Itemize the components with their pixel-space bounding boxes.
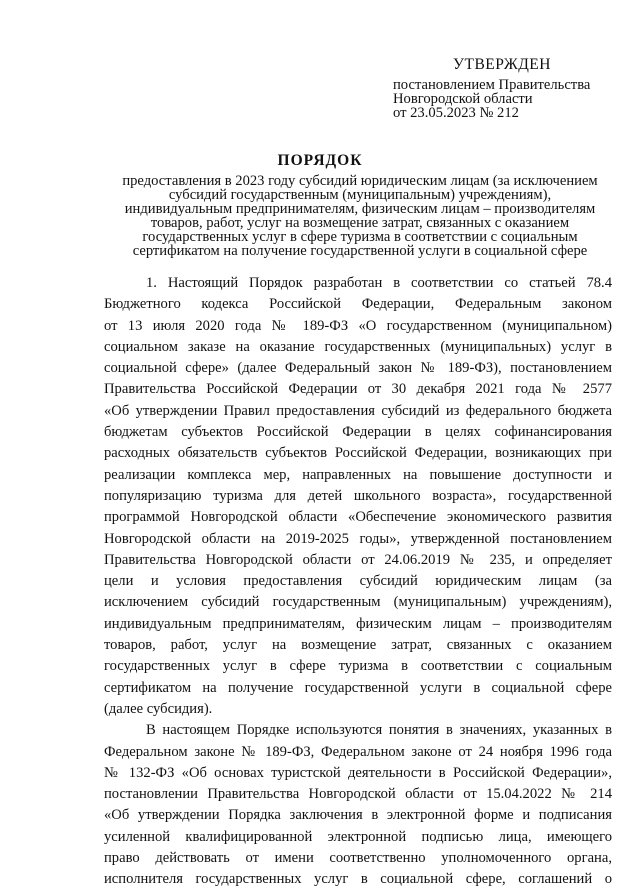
- paragraph-1: [104, 273, 612, 720]
- text-line: расходных обязательств субъектов Российской Федерации, возникающих при: [104, 445, 612, 462]
- text-line: Правительства Новгородской области от 24.06.2019 № 235, и определяет: [104, 551, 612, 568]
- subtitle-line: субсидий государственным (муниципальным) учреждениям),: [168, 186, 552, 203]
- text-line: реализации комплекса мер, направленных на повышение доступности и: [104, 466, 612, 483]
- subtitle-line: государственных услуг в сфере туризма в соответствии с социальным: [142, 228, 578, 245]
- text-line: Федеральном законе № 189-ФЗ, Федеральном законе от 24 ноября 1996 года: [104, 743, 612, 760]
- text-line: товаров, работ, услуг на возмещение затрат, связанных с оказанием: [104, 637, 612, 654]
- text-line: цели и условия предоставления субсидий юридическим лицам (за: [104, 573, 612, 590]
- subtitle-line: товаров, работ, услуг на возмещение затрат, связанных с оказанием: [150, 214, 570, 231]
- text-line: Правительства Российской Федерации от 30 декабря 2021 года № 2577: [104, 381, 612, 398]
- text-line: программой Новгородской области «Обеспечение экономического развития: [104, 509, 612, 526]
- approval-line: от 23.05.2023 № 212: [393, 105, 519, 121]
- text-line: государственных услуг в сфере туризма в соответствии с социальным: [104, 658, 612, 675]
- approval-line: Новгородской области: [393, 91, 533, 107]
- text-line: исполнителя государственных услуг в социальной сфере, соглашений о: [104, 871, 612, 888]
- subtitle-line: сертификатом на получение государственной услуги в социальной сфере: [132, 242, 588, 259]
- text-line: постановлении Правительства Новгородской области от 15.04.2022 № 214: [104, 786, 612, 803]
- approval-stamp: [393, 58, 623, 120]
- document-subtitle: [100, 175, 620, 258]
- document-title: ПОРЯДОК: [277, 152, 363, 169]
- text-line: Бюджетного кодекса Российской Федерации, Федеральным законом: [104, 296, 612, 313]
- text-line: (далее субсидия).: [104, 700, 213, 717]
- text-line: исключением субсидий государственным (муниципальным) учреждениям),: [104, 594, 612, 611]
- paragraph-2: [104, 720, 612, 890]
- text-line: бюджетам субъектов Российской Федерации в целях софинансирования: [104, 424, 612, 441]
- text-line: индивидуальным предпринимателям, физическим лицам – производителям: [104, 615, 612, 632]
- text-line: № 132-ФЗ «Об основах туристской деятельности в Российской Федерации»,: [104, 764, 612, 781]
- text-line: право действовать от имени соответственно уполномоченного органа,: [104, 850, 612, 867]
- text-line: В настоящем Порядке используются понятия в значениях, указанных в: [146, 722, 612, 739]
- subtitle-line: индивидуальным предпринимателям, физическим лицам – производителям: [124, 200, 596, 217]
- document-body: [104, 273, 612, 891]
- text-line: «Об утверждении Порядка заключения в электронной форме и подписания: [104, 807, 612, 824]
- text-line: сертификатом на получение государственной услуги в социальной сфере: [104, 679, 612, 696]
- approval-line: постановлением Правительства: [393, 77, 591, 93]
- text-line: «Об утверждении Правил предоставления субсидий из федерального бюджета: [104, 402, 612, 419]
- text-line: социальной сфере» (далее Федеральный закон № 189-ФЗ), постановлением: [104, 360, 612, 377]
- text-line: популяризацию туризма для детей школьного возраста», государственной: [104, 487, 612, 504]
- text-line: Новгородской области на 2019-2025 годы», утвержденной постановлением: [104, 530, 612, 547]
- approval-heading: УТВЕРЖДЕН: [453, 56, 551, 73]
- text-line: усиленной квалифицированной электронной подписью лица, имеющего: [104, 828, 612, 845]
- text-line: от 13 июля 2020 года № 189-ФЗ «О государственном (муниципальном): [104, 317, 612, 334]
- text-line: социальном заказе на оказание государственных (муниципальных) услуг в: [104, 338, 612, 355]
- subtitle-line: предоставления в 2023 году субсидий юридическим лицам (за исключением: [122, 173, 598, 189]
- text-line: 1. Настоящий Порядок разработан в соответствии со статьей 78.4: [146, 275, 612, 291]
